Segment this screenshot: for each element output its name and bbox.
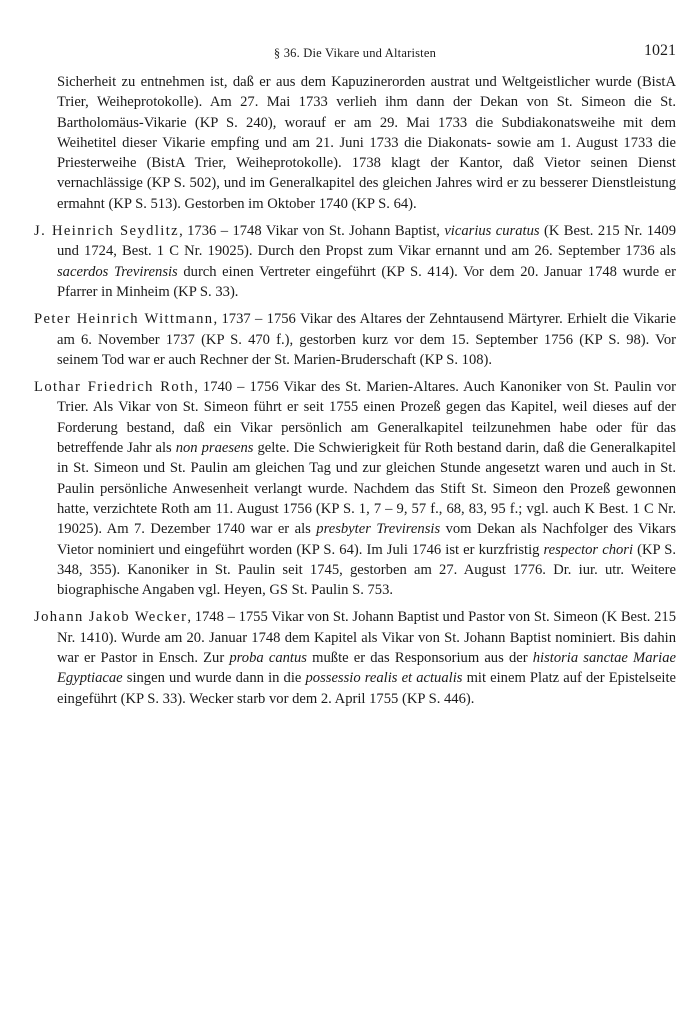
- text-segment: mit einem Platz auf der Epistelseite eingeführt (KP S. 33). Wecker starb vor dem 2. April 1755 (KP S. 446).: [57, 670, 677, 707]
- text-segment: vom Dekan als Nachfolger des Vikars Vietor nominiert und eingeführt worden (KP S. 64). Im Juli 1746 ist er kurzfristig: [57, 521, 676, 558]
- vicar-name: Lothar Friedrich Roth: [34, 379, 195, 396]
- text-segment: , 1737 – 1756 Vikar des Altares der Zehntausend Märtyrer. Erhielt die Vikarie am 6. November 1737 (KP S. 470 f.), gestorben kurz vor dem 15. September 1756 (KP S. 98). Vor seinem Tod war er auch Rechner der St. Marien-Bruderschaft (KP S. 108).: [57, 311, 676, 368]
- latin-term: proba cantus: [229, 650, 307, 667]
- text-segment: singen und wurde dann in die: [122, 670, 306, 687]
- vicar-entry: [34, 607, 676, 708]
- latin-term: vicarius curatus: [444, 223, 540, 240]
- latin-term: historia sanctae Mariae Egyptiacae: [57, 650, 676, 687]
- page-number: 1021: [644, 42, 676, 59]
- continuation-paragraph: [34, 72, 676, 214]
- latin-term: possessio realis et actualis: [305, 670, 463, 687]
- text-segment: (KP S. 348, 355). Kanoniker in St. Paulin seit 1745, gestorben am 27. August 1776. Dr. iur. utr. Weitere biographische Angaben vgl. Heyen, GS St. Paulin S. 753.: [57, 541, 676, 599]
- latin-term: sacerdos Trevirensis: [57, 263, 178, 280]
- text-segment: durch einen Vertreter eingeführt (KP S. 414). Vor dem 20. Januar 1748 wurde er Pfarrer in Minheim (KP S. 33).: [57, 263, 676, 300]
- text-segment: , 1736 – 1748 Vikar von St. Johann Baptist,: [179, 223, 445, 240]
- latin-term: non praesens: [175, 440, 254, 457]
- vicar-entry: [34, 377, 676, 600]
- vicar-entry: [34, 309, 676, 370]
- text-segment: , 1748 – 1755 Vikar von St. Johann Baptist und Pastor von St. Simeon (K Best. 215 Nr. 1410). Wurde am 20. Januar 1748 dem Kapitel als Vikar von St. Johann Baptist nominiert. Bis dahin war er Pastor in Ensch. Zur: [57, 609, 677, 667]
- vicar-name: Peter Heinrich Wittmann: [34, 311, 214, 328]
- vicar-name: J. Heinrich Seydlitz: [34, 223, 180, 240]
- text-segment: , 1740 – 1756 Vikar des St. Marien-Altares. Auch Kanoniker von St. Paulin vor Trier. Als Vikar von St. Simeon führt er seit 1755 einen Prozeß gegen das Kapitel, weil dieses auf der Forderung bestand, daß ein Vikar persönlich am Generalkapitel teilzunehmen habe oder für das betreffende Jahr als: [57, 379, 676, 457]
- latin-term: respector chori: [543, 541, 634, 558]
- running-head: [34, 42, 676, 66]
- latin-term: presbyter Trevirensis: [316, 521, 441, 538]
- text-segment: gelte. Die Schwierigkeit für Roth bestand darin, daß die Generalkapitel in St. Simeon und St. Paulin am gleichen Tag und zur gleichen Stunde angesetzt waren und auch in St. Paulin persönliche Anwesenheit verlangt wurde. Nachdem das Stift St. Simeon den Prozeß gewonnen hatte, verzichtete Roth am 11. August 1756 (KP S. 1, 7 – 9, 57 f., 68, 83, 95 f.; vgl. auch K Best. 1 C Nr. 19025). Am 7. Dezember 1740 war er als: [57, 440, 677, 538]
- vicar-entry: [34, 221, 676, 302]
- section-title: § 36. Die Vikare und Altaristen: [273, 46, 437, 60]
- text-segment: mußte er das Responsorium aus der: [306, 650, 533, 667]
- body-text: [34, 72, 676, 716]
- text-segment: (K Best. 215 Nr. 1409 und 1724, Best. 1 C Nr. 19025). Durch den Propst zum Vikar ernannt und am 26. September 1736 als: [57, 223, 676, 260]
- vicar-name: Johann Jakob Wecker: [34, 609, 188, 626]
- text-segment: Sicherheit zu entnehmen ist, daß er aus dem Kapuzinerorden austrat und Weltgeistlicher wurde (BistA Trier, Weiheprotokolle). Am 27. Mai 1733 verlieh ihm dann der Dekan von St. Simeon die St. Bartholomäus-Vikarie (KP S. 240), worauf er am 29. Mai 1733 die Subdiakonatsweihe mit dem Weihetitel dieser Vikarie empfing und am 21. Juni 1733 die Diakonats- sowie am 1. August 1733 die Priesterweihe (BistA Trier, Weiheprotokolle). 1738 klagt der Kantor, daß Vietor seinen Dienst vernachlässige (KP S. 502), und im Generalkapitel des gleichen Jahres wird er zu besserer Dienstleistung ermahnt (KP S. 513). Gestorben im Oktober 1740 (KP S. 64).: [57, 74, 676, 212]
